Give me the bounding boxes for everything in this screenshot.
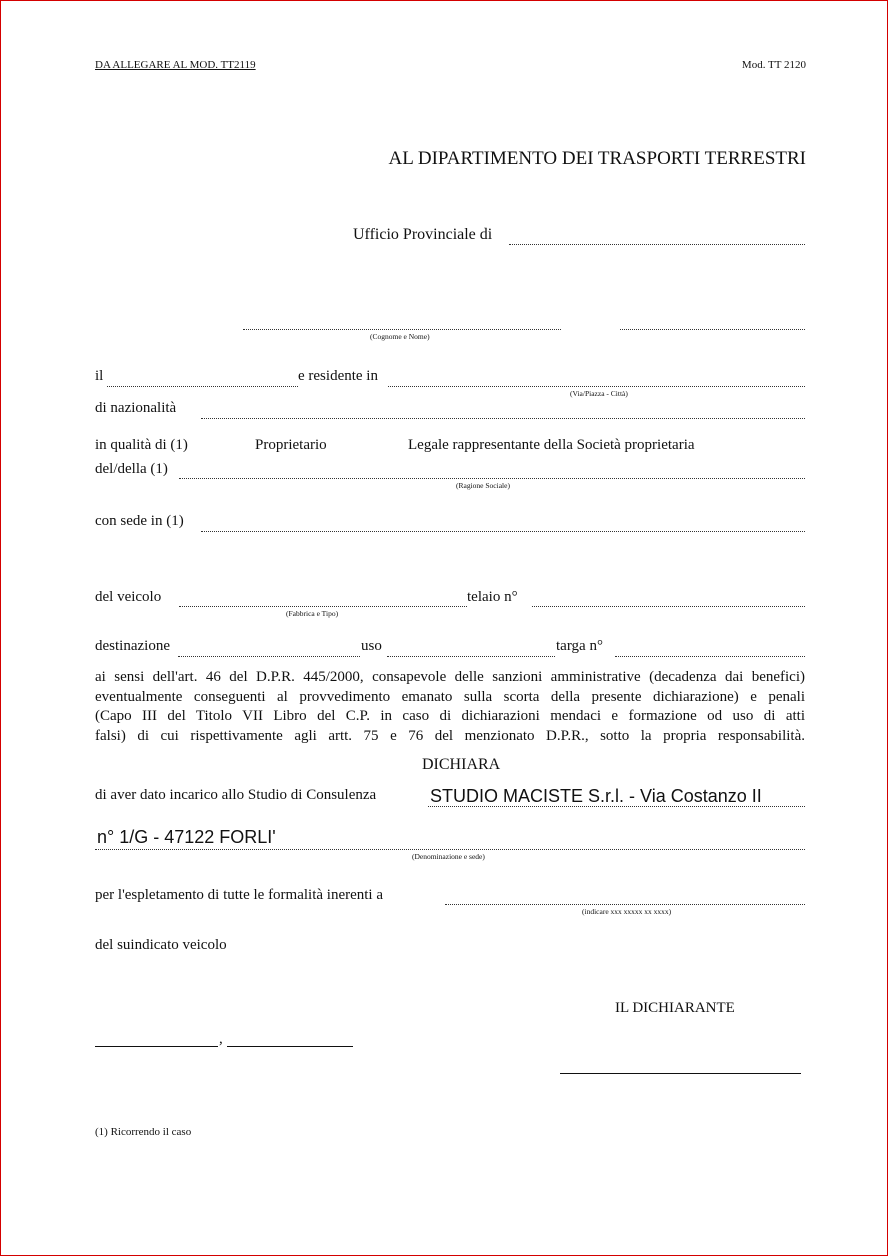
studio-address-value[interactable]: n° 1/G - 47122 FORLI' — [97, 827, 276, 847]
ufficio-field[interactable] — [509, 244, 805, 245]
paragraph-line: eventualmente conseguenti al provvedimento emanato sulla scorta della presente dichiarazione) e penali — [95, 688, 805, 705]
sede-field[interactable] — [201, 531, 805, 532]
studio-field-line2 — [95, 849, 805, 850]
footnote: (1) Ricorrendo il caso — [95, 1126, 192, 1138]
suindicato-label: del suindicato veicolo — [95, 937, 227, 953]
paragraph-line: (Capo III del Titolo VII Libro del C.P. in caso di dichiarazioni mendaci e formazione od uso di atti — [95, 708, 805, 724]
residenza-field[interactable] — [388, 386, 805, 387]
dichiarante-label: IL DICHIARANTE — [615, 1000, 735, 1016]
nome-field-extra[interactable] — [620, 329, 805, 330]
veicolo-field[interactable] — [179, 606, 467, 607]
fabbrica-tipo-hint: (Fabbrica e Tipo) — [286, 609, 339, 618]
ragione-sociale-field[interactable] — [179, 478, 805, 479]
indicare-hint: (indicare xxx xxxxx xx xxxx) — [582, 907, 672, 916]
ragione-sociale-hint: (Ragione Sociale) — [456, 481, 510, 490]
ufficio-label: Ufficio Provinciale di — [353, 226, 493, 243]
cognome-nome-field[interactable] — [243, 329, 561, 330]
studio-field-line1 — [428, 806, 805, 807]
nazionalita-field[interactable] — [201, 418, 805, 419]
destinazione-field[interactable] — [178, 656, 360, 657]
formalita-field[interactable] — [445, 904, 805, 905]
della-label: del/della (1) — [95, 461, 168, 477]
targa-field[interactable] — [615, 656, 805, 657]
targa-label: targa n° — [556, 638, 603, 654]
option-legale-rappresentante[interactable]: Legale rappresentante della Società proprietaria — [408, 437, 695, 453]
place-field[interactable] — [95, 1046, 218, 1047]
qualita-label: in qualità di (1) — [95, 437, 188, 453]
comma-separator: , — [219, 1031, 223, 1047]
studio-name-value[interactable]: STUDIO MACISTE S.r.l. - Via Costanzo II — [430, 786, 762, 806]
telaio-label: telaio n° — [467, 589, 518, 605]
nazionalita-label: di nazionalità — [95, 400, 177, 416]
via-citta-hint: (Via/Piazza - Città) — [570, 389, 628, 398]
residente-label: e residente in — [298, 368, 378, 384]
date-field[interactable] — [227, 1046, 353, 1047]
document-title: AL DIPARTIMENTO DEI TRASPORTI TERRESTRI — [388, 148, 806, 169]
cognome-nome-hint: (Cognome e Nome) — [370, 332, 430, 341]
signature-field[interactable] — [560, 1073, 801, 1074]
attachment-note: DA ALLEGARE AL MOD. TT2119 — [95, 59, 256, 71]
sede-label: con sede in (1) — [95, 513, 184, 529]
dichiara-heading: DICHIARA — [422, 756, 501, 773]
il-label: il — [95, 368, 104, 384]
incarico-label: di aver dato incarico allo Studio di Consulenza — [95, 787, 377, 803]
telaio-field[interactable] — [532, 606, 805, 607]
paragraph-line: ai sensi dell'art. 46 del D.P.R. 445/2000, consapevole delle sanzioni amministrative (decadenza dai benefici) — [95, 669, 805, 685]
legal-paragraph — [95, 668, 805, 746]
uso-field[interactable] — [387, 656, 555, 657]
denominazione-hint: (Denominazione e sede) — [412, 852, 485, 861]
paragraph-line: falsi) di cui rispettivamente agli artt. 75 e 76 del menzionato D.P.R., sotto la propria responsabilità. — [95, 727, 805, 744]
veicolo-label: del veicolo — [95, 589, 162, 605]
espletamento-label: per l'espletamento di tutte le formalità inerenti a — [95, 887, 384, 903]
option-proprietario[interactable]: Proprietario — [255, 437, 327, 453]
form-code: Mod. TT 2120 — [741, 59, 806, 71]
uso-label: uso — [361, 638, 382, 654]
data-nascita-field[interactable] — [107, 386, 298, 387]
destinazione-label: destinazione — [95, 638, 170, 654]
